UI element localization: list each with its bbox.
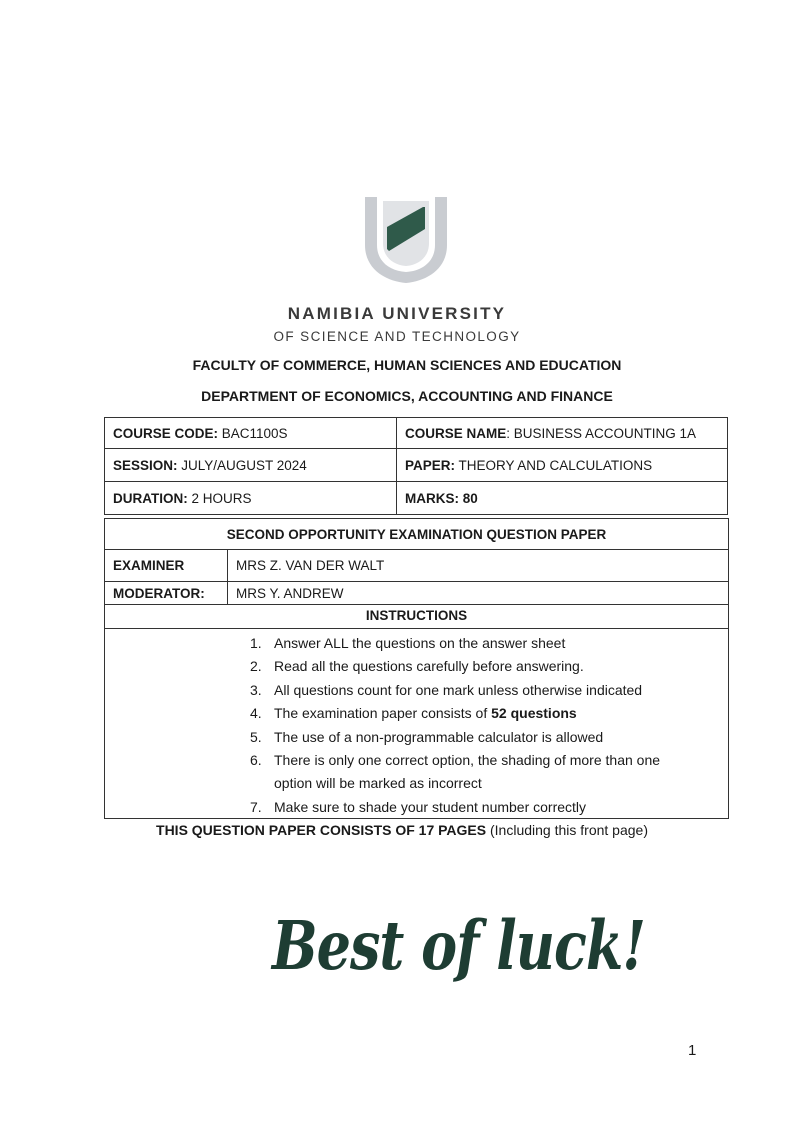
course-name-cell [397, 418, 728, 449]
instruction-item [250, 749, 720, 772]
paper-label: PAPER: [405, 457, 456, 473]
instruction-emphasis: 52 questions [491, 705, 577, 722]
marks-label: MARKS: 80 [405, 490, 478, 506]
session-cell [105, 449, 397, 482]
course-code-label: COURSE CODE: [113, 425, 219, 441]
session-value: JULY/AUGUST 2024 [177, 457, 307, 473]
instruction-number: 3. [250, 681, 262, 698]
instruction-number [250, 772, 274, 795]
university-subtitle: OF SCIENCE AND TECHNOLOGY [273, 329, 521, 344]
course-code-value: BAC1100S [218, 425, 288, 441]
marks-cell [397, 482, 728, 515]
instruction-number: 6. [250, 752, 262, 769]
instruction-item [250, 702, 720, 725]
moderator-label: MODERATOR: [105, 582, 228, 605]
instructions-list [250, 632, 720, 819]
instruction-text: There is only one correct option, the shading of more than one [274, 752, 661, 769]
instruction-item [250, 632, 720, 655]
faculty-title: FACULTY OF COMMERCE, HUMAN SCIENCES AND EDUCATION [192, 357, 622, 373]
duration-cell [105, 482, 397, 515]
instruction-item [250, 655, 720, 678]
paper-cell [397, 449, 728, 482]
session-label: SESSION: [113, 457, 178, 473]
page-count-bold: THIS QUESTION PAPER CONSISTS OF 17 PAGES [156, 822, 487, 838]
paper-value: THEORY AND CALCULATIONS [455, 457, 653, 473]
instruction-text: Read all the questions carefully before answering. [274, 658, 584, 675]
instruction-text: Make sure to shade your student number correctly [274, 798, 587, 815]
examiner-label: EXAMINER [105, 550, 228, 582]
instruction-text: All questions count for one mark unless otherwise indicated [274, 681, 643, 698]
best-of-luck-script: Best of luck! [272, 905, 645, 985]
instructions-heading: INSTRUCTIONS [104, 605, 729, 629]
instruction-text: The use of a non-programmable calculator is allowed [274, 728, 604, 745]
instruction-item [250, 772, 720, 795]
instruction-item [250, 679, 720, 702]
course-code-cell [105, 418, 397, 449]
page-count-rest: (Including this front page) [486, 822, 648, 838]
instruction-number: 7. [250, 798, 262, 815]
duration-label: DURATION: [113, 490, 188, 506]
page-count-note [0, 822, 794, 838]
page-number: 1 [688, 1042, 697, 1059]
instruction-number: 4. [250, 705, 262, 722]
course-name-value: : BUSINESS ACCOUNTING 1A [506, 425, 697, 441]
instruction-number: 5. [250, 728, 262, 745]
course-info-table [104, 417, 728, 515]
instruction-item [250, 796, 720, 819]
examiner-value: MRS Z. VAN DER WALT [228, 550, 729, 582]
exam-info-table [104, 518, 729, 605]
course-name-label: COURSE NAME [405, 425, 507, 441]
moderator-value: MRS Y. ANDREW [228, 582, 729, 605]
instruction-number: 2. [250, 658, 262, 675]
exam-heading: SECOND OPPORTUNITY EXAMINATION QUESTION PAPER [105, 519, 729, 550]
university-name: NAMIBIA UNIVERSITY [287, 304, 507, 323]
instruction-number: 1. [250, 635, 262, 651]
university-logo-icon [361, 193, 451, 285]
department-title: DEPARTMENT OF ECONOMICS, ACCOUNTING AND FINANCE [201, 388, 613, 404]
instruction-text: The examination paper consists of 52 questions [274, 705, 577, 722]
instruction-item [250, 726, 720, 749]
duration-value: 2 HOURS [187, 490, 252, 506]
instruction-text: Answer ALL the questions on the answer sheet [274, 635, 566, 651]
instruction-text: option will be marked as incorrect [274, 775, 482, 792]
